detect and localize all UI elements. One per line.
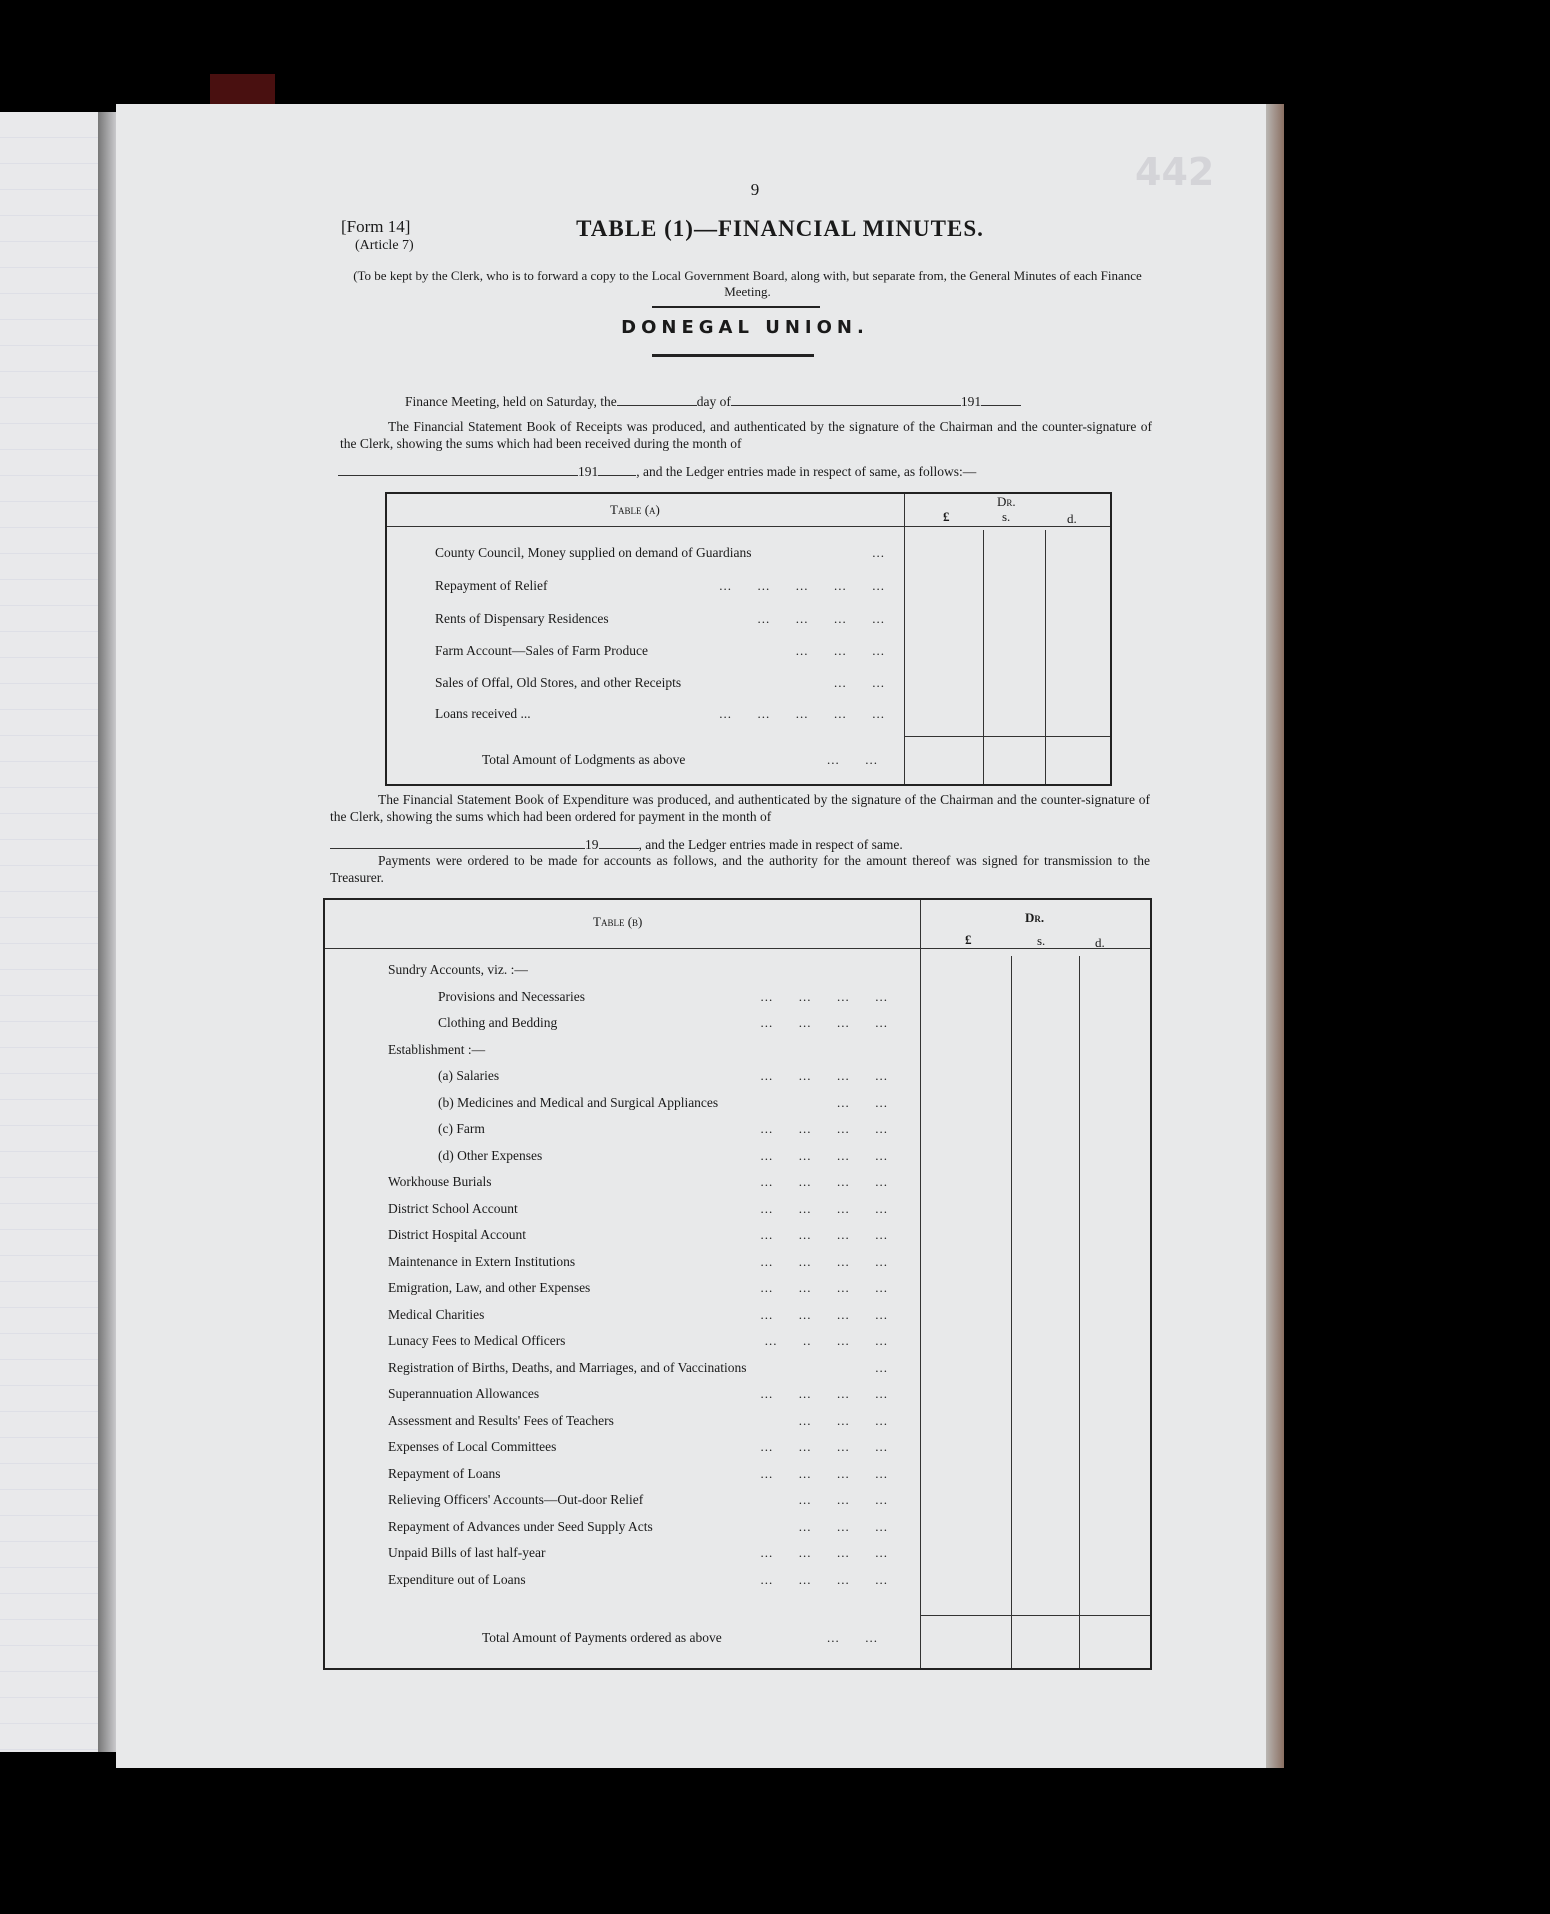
table-b-total-label: Total Amount of Payments ordered as above bbox=[482, 1630, 722, 1645]
table-b-row-label: Establishment :— bbox=[388, 1042, 486, 1057]
table-a-row-leader-dots: ... ... ... ... ... bbox=[719, 706, 885, 721]
table-b-row-label: Repayment of Advances under Seed Supply Acts bbox=[388, 1519, 653, 1534]
form-number: [Form 14] bbox=[341, 217, 411, 236]
table-b-row-label: Workhouse Burials bbox=[388, 1174, 492, 1189]
table-b-row-label: District School Account bbox=[388, 1201, 518, 1216]
month-blank[interactable] bbox=[731, 393, 961, 406]
meeting-line: Finance Meeting, held on Saturday, the day of 191 bbox=[405, 393, 1105, 410]
divider bbox=[652, 354, 814, 357]
table-b-row-label: Repayment of Loans bbox=[388, 1466, 501, 1481]
table-b-row-leader-dots: ... bbox=[875, 1360, 888, 1375]
page-title: TABLE (1)—FINANCIAL MINUTES. bbox=[576, 216, 984, 241]
shilling-header: s. bbox=[1002, 509, 1011, 524]
date-blank[interactable] bbox=[617, 393, 697, 406]
table-b-row-label: District Hospital Account bbox=[388, 1227, 526, 1242]
table-a-row-label: Repayment of Relief bbox=[435, 578, 548, 593]
table-b-row-label: (a) Salaries bbox=[438, 1068, 500, 1083]
table-b-row-label: Relieving Officers' Accounts—Out-door Relief bbox=[388, 1492, 644, 1507]
table-a-row-label: Sales of Offal, Old Stores, and other Receipts bbox=[435, 675, 682, 690]
table-b-row-label: Clothing and Bedding bbox=[438, 1015, 558, 1030]
page-number: 9 bbox=[750, 180, 760, 199]
table-b-row-leader-dots: ... ... ... ... bbox=[760, 1386, 888, 1401]
month-blank[interactable] bbox=[330, 836, 585, 849]
year-blank[interactable] bbox=[599, 836, 639, 849]
page-stamp: 442 bbox=[1135, 150, 1215, 194]
payments-paragraph: Payments were ordered to be made for accounts as follows, and the authority for the amount thereof was signed for transmission to the Treasurer. bbox=[330, 853, 1150, 885]
table-b-row-leader-dots: ... ... ... ... bbox=[760, 1148, 888, 1163]
table-b-row-leader-dots: ... ... ... ... bbox=[760, 1466, 888, 1481]
table-b-row-label: Emigration, Law, and other Expenses bbox=[388, 1280, 591, 1295]
table-b-row-label: Assessment and Results' Fees of Teachers bbox=[388, 1413, 614, 1428]
book-gutter bbox=[98, 112, 116, 1752]
dr-label: Dr. bbox=[997, 494, 1016, 509]
table-b-row-leader-dots: ... ... ... ... bbox=[760, 989, 888, 1004]
table-b-total-leader-dots: ... ... bbox=[827, 1630, 878, 1645]
year-blank[interactable] bbox=[981, 393, 1021, 406]
table-b-row-leader-dots: ... ... ... ... bbox=[760, 1174, 888, 1189]
pound-header: £ bbox=[943, 509, 950, 524]
table-b-row-label: Provisions and Necessaries bbox=[438, 989, 585, 1004]
table-b-row-leader-dots: ... ... ... ... bbox=[760, 1572, 888, 1587]
table-b-row-leader-dots: ... ... ... ... bbox=[760, 1307, 888, 1322]
table-b-row-leader-dots: ... ... ... ... bbox=[760, 1254, 888, 1269]
table-b-row-label: Registration of Births, Deaths, and Marriages, and of Vaccinations bbox=[388, 1360, 747, 1375]
table-a bbox=[385, 492, 1112, 786]
table-b-row-label: Maintenance in Extern Institutions bbox=[388, 1254, 576, 1269]
pound-header: £ bbox=[965, 932, 972, 947]
page-edge bbox=[1266, 104, 1284, 1768]
expenditure-paragraph: The Financial Statement Book of Expenditure was produced, and authenticated by the signature of the Chairman and the counter-signature of the Clerk, showing the sums which had been ordered for payment in the month of bbox=[330, 792, 1150, 824]
expenditure-month-line: 19 , and the Ledger entries made in respect of same. bbox=[330, 836, 1130, 853]
month-blank[interactable] bbox=[338, 463, 578, 476]
divider bbox=[652, 306, 820, 308]
table-b-title: Table (b) bbox=[593, 914, 643, 929]
table-b-row-label: Medical Charities bbox=[388, 1307, 485, 1322]
table-a-row-label: County Council, Money supplied on demand of Guardians bbox=[435, 545, 752, 560]
receipts-paragraph: The Financial Statement Book of Receipts was produced, and authenticated by the signature of the Chairman and the counter-signature of the Clerk, showing the sums which had been received during the month of bbox=[340, 419, 1152, 451]
union-name: DONEGAL UNION. bbox=[621, 317, 869, 338]
table-b-row-label: (d) Other Expenses bbox=[438, 1148, 543, 1163]
table-a-total-label: Total Amount of Lodgments as above bbox=[482, 752, 686, 767]
table-b-row-label: Sundry Accounts, viz. :— bbox=[388, 962, 528, 977]
instructions: (To be kept by the Clerk, who is to forward a copy to the Local Government Board, along with, but separate from, the General Minutes of each Finance Meeting. bbox=[353, 268, 1142, 299]
table-b-row-label: Expenditure out of Loans bbox=[388, 1572, 526, 1587]
article-ref: (Article 7) bbox=[355, 238, 414, 253]
table-b-row-leader-dots: ... ... ... ... bbox=[760, 1121, 888, 1136]
binding-mark bbox=[210, 74, 275, 104]
table-a-row-label: Rents of Dispensary Residences bbox=[435, 611, 609, 626]
table-a-title: Table (a) bbox=[610, 502, 660, 517]
table-a-total-leader-dots: ... ... bbox=[827, 752, 878, 767]
shilling-header: s. bbox=[1037, 933, 1046, 948]
table-a-row-leader-dots: ... bbox=[872, 545, 885, 560]
table-b-row-leader-dots: ... .. ... ... bbox=[764, 1333, 888, 1348]
table-a-row-leader-dots: ... ... ... ... bbox=[757, 611, 885, 626]
table-b-row-label: (c) Farm bbox=[438, 1121, 485, 1136]
table-a-row-label: Loans received ... bbox=[435, 706, 531, 721]
table-b-row-label: Unpaid Bills of last half-year bbox=[388, 1545, 546, 1560]
table-b-row-leader-dots: ... ... ... bbox=[798, 1519, 888, 1534]
dr-label: Dr. bbox=[1025, 910, 1045, 925]
table-b-row-leader-dots: ... ... ... ... bbox=[760, 1068, 888, 1083]
table-b-row-label: Lunacy Fees to Medical Officers bbox=[388, 1333, 566, 1348]
table-b-row-leader-dots: ... ... ... bbox=[798, 1492, 888, 1507]
table-b-row-label: (b) Medicines and Medical and Surgical Appliances bbox=[438, 1095, 719, 1110]
table-b-row-label: Expenses of Local Committees bbox=[388, 1439, 557, 1454]
table-b-row-leader-dots: ... ... ... ... bbox=[760, 1280, 888, 1295]
receipts-month-line: 191 , and the Ledger entries made in respect of same, as follows:— bbox=[338, 463, 1138, 480]
table-b-row-leader-dots: ... ... ... ... bbox=[760, 1545, 888, 1560]
table-b-row-label: Superannuation Allowances bbox=[388, 1386, 540, 1401]
left-page-edge bbox=[0, 112, 98, 1752]
year-blank[interactable] bbox=[598, 463, 636, 476]
table-a-row-leader-dots: ... ... bbox=[834, 675, 885, 690]
table-b-row-leader-dots: ... ... ... ... bbox=[760, 1015, 888, 1030]
table-a-row-leader-dots: ... ... ... ... ... bbox=[719, 578, 885, 593]
pence-header: d. bbox=[1095, 935, 1105, 950]
table-a-row-leader-dots: ... ... ... bbox=[795, 643, 885, 658]
table-b-row-leader-dots: ... ... ... ... bbox=[760, 1227, 888, 1242]
table-a-row-label: Farm Account—Sales of Farm Produce bbox=[435, 643, 648, 658]
pence-header: d. bbox=[1067, 511, 1077, 526]
table-b-row-leader-dots: ... ... ... ... bbox=[760, 1201, 888, 1216]
table-b-row-leader-dots: ... ... bbox=[837, 1095, 888, 1110]
table-b-row-leader-dots: ... ... ... ... bbox=[760, 1439, 888, 1454]
table-b-row-leader-dots: ... ... ... bbox=[798, 1413, 888, 1428]
